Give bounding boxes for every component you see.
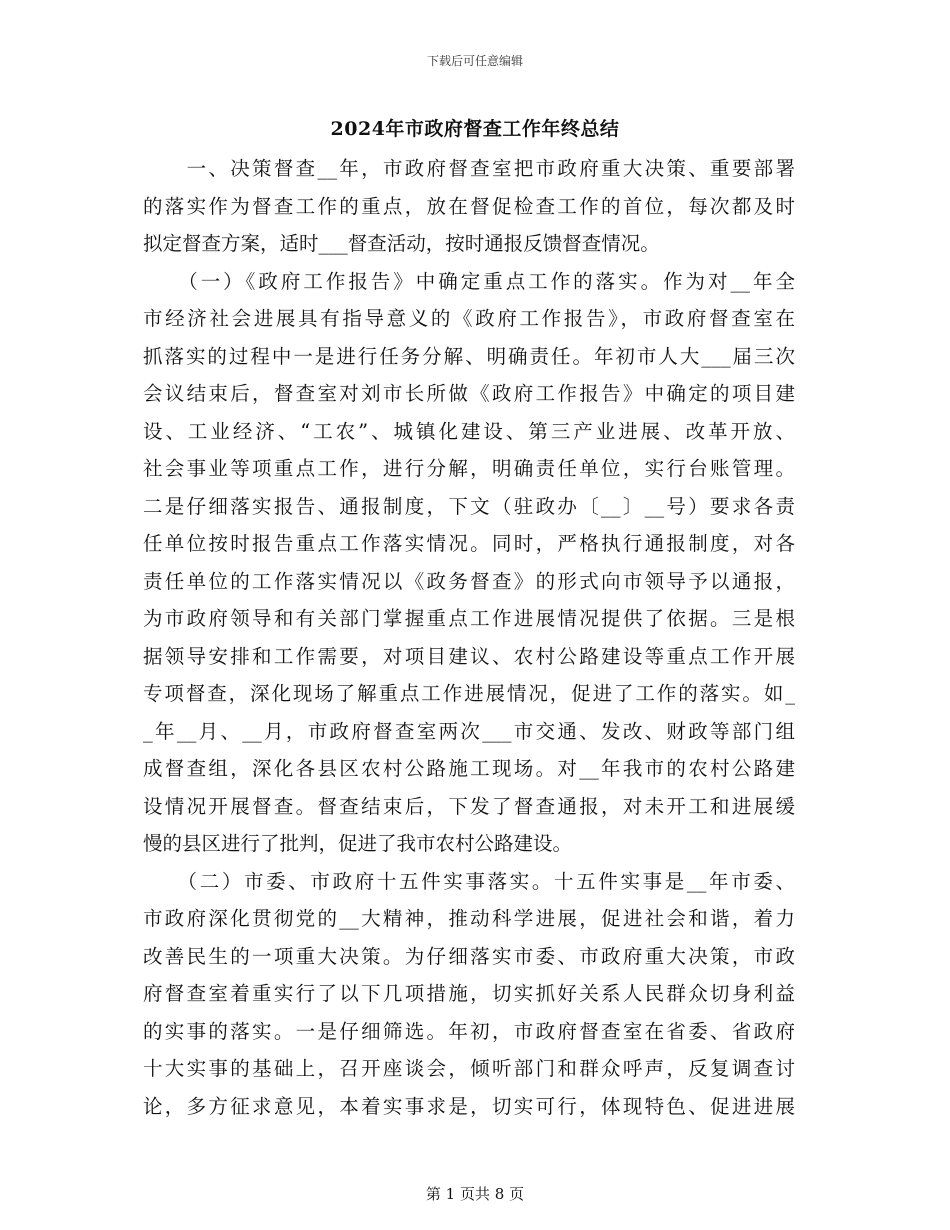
- body-line: 改善民生的一项重大决策。为仔细落实市委、市政府重大决策，市政: [143, 944, 795, 968]
- body-line: 慢的县区进行了批判，促进了我市农村公路建设。: [143, 832, 573, 855]
- body-line: （一）《政府工作报告》中确定重点工作的落实。作为对__年全: [143, 269, 795, 293]
- body-line: 专项督查，深化现场了解重点工作进展情况，促进了工作的落实。如_: [143, 682, 795, 705]
- body-line: 论，多方征求意见，本着实事求是，切实可行，体现特色、促进进展: [143, 1094, 795, 1118]
- page-header-note: 下载后可任意编辑: [426, 54, 523, 68]
- body-line: 拟定督查方案，适时___督查活动，按时通报反馈督查情况。: [143, 232, 660, 255]
- body-line: 会议结束后，督查室对刘市长所做《政府工作报告》中确定的项目建: [143, 382, 795, 405]
- body-line: 社会事业等项重点工作，进行分解，明确责任单位，实行台账管理。: [143, 457, 795, 480]
- body-line: 成督查组，深化各县区农村公路施工现场。对__年我市的农村公路建: [143, 757, 795, 780]
- body-line: 责任单位的工作落实情况以《政务督查》的形式向市领导予以通报，: [143, 569, 795, 593]
- body-line: 抓落实的过程中一是进行任务分解、明确责任。年初市人大___届三次: [143, 344, 795, 368]
- body-line: 设、工业经济、“工农”、城镇化建设、第三产业进展、改革开放、: [143, 419, 795, 443]
- body-line: 的实事的落实。一是仔细筛选。年初，市政府督查室在省委、省政府: [143, 1019, 795, 1043]
- body-line: 任单位按时报告重点工作落实情况。同时，严格执行通报制度，对各: [143, 532, 795, 555]
- page-number: 第 1 页共 8 页: [425, 1185, 525, 1203]
- body-line: 设情况开展督查。督查结束后，下发了督查通报，对未开工和进展缓: [143, 794, 795, 818]
- body-line: （二）市委、市政府十五件实事落实。十五件实事是__年市委、: [143, 869, 795, 893]
- body-line: _年__月、__月，市政府督查室两次___市交通、发改、财政等部门组: [143, 719, 795, 743]
- body-line: 的落实作为督查工作的重点，放在督促检查工作的首位，每次都及时: [143, 194, 795, 218]
- body-line: 一、决策督查__年，市政府督查室把市政府重大决策、重要部署: [143, 157, 795, 180]
- body-line: 据领导安排和工作需要，对项目建议、农村公路建设等重点工作开展: [143, 644, 795, 668]
- body-line: 二是仔细落实报告、通报制度，下文（驻政办〔__〕__号）要求各责: [143, 494, 795, 518]
- document-title: 2024年市政府督查工作年终总结: [330, 118, 620, 140]
- body-line: 市经济社会进展具有指导意义的《政府工作报告》，市政府督查室在: [143, 307, 795, 330]
- body-line: 十大实事的基础上，召开座谈会，倾听部门和群众呼声，反复调查讨: [143, 1057, 795, 1080]
- document-body: [143, 150, 795, 1125]
- body-line: 府督查室着重实行了以下几项措施，切实抓好关系人民群众切身利益: [143, 982, 795, 1005]
- body-line: 为市政府领导和有关部门掌握重点工作进展情况提供了依据。三是根: [143, 607, 795, 630]
- body-line: 市政府深化贯彻党的__大精神，推动科学进展，促进社会和谐，着力: [143, 907, 795, 930]
